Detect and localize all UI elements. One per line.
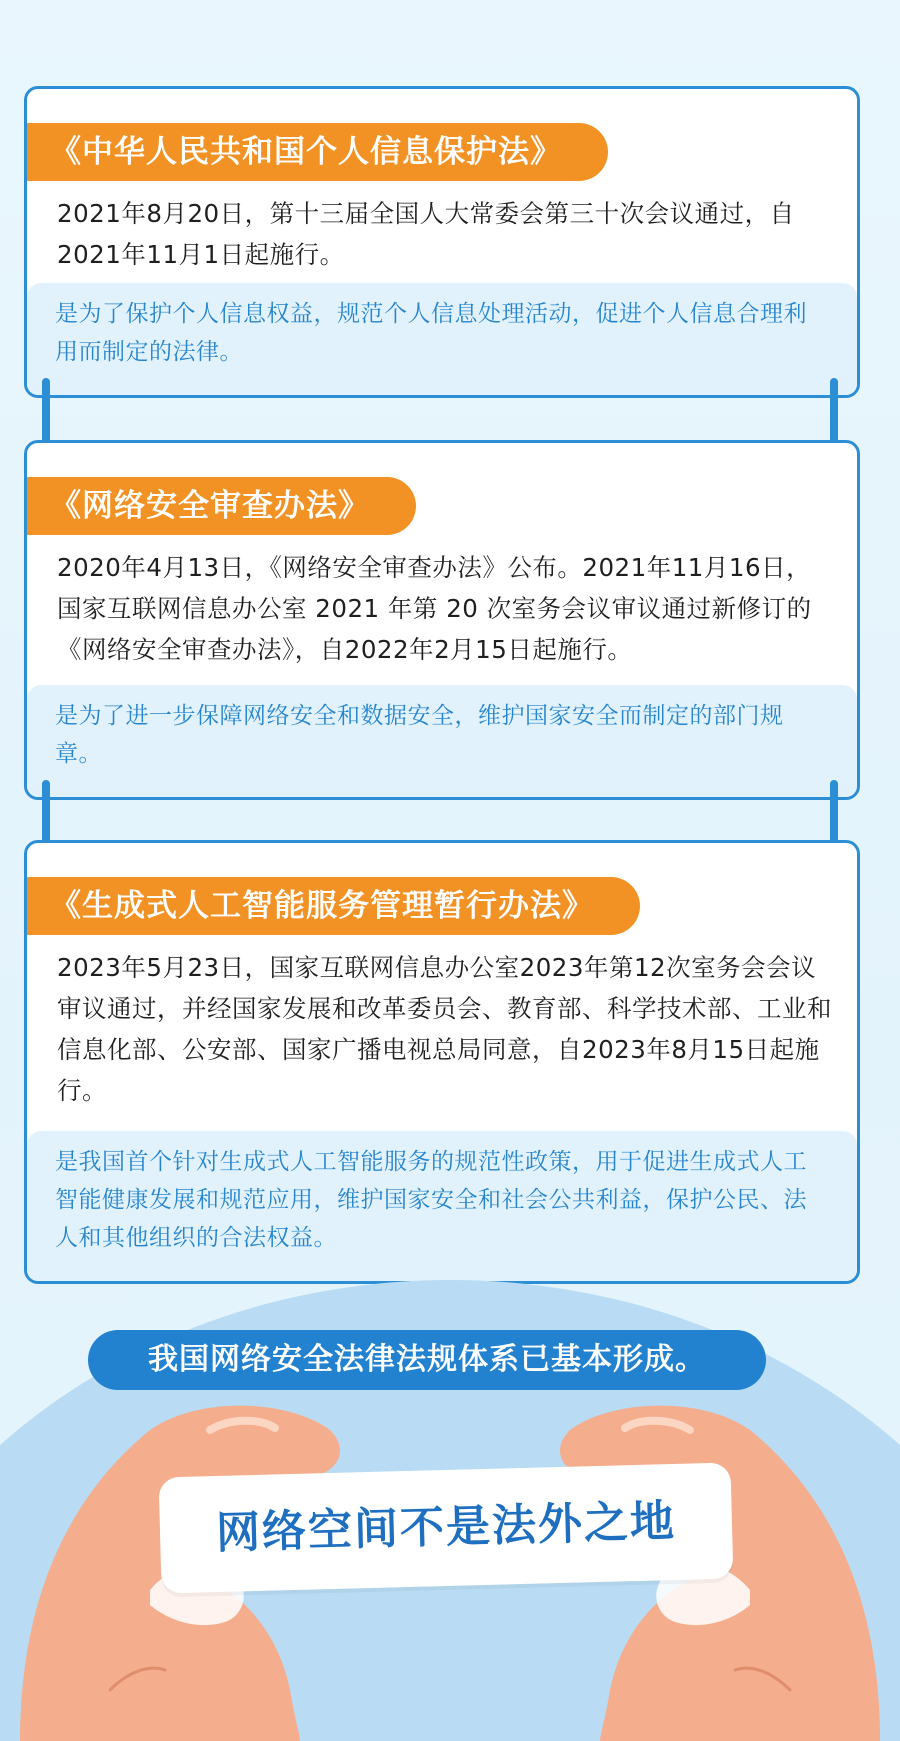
law-title: 《中华人民共和国个人信息保护法》 xyxy=(24,123,608,181)
slogan-text: 网络空间不是法外之地 xyxy=(215,1495,677,1560)
law-enactment-text: 2020年4月13日，《网络安全审查办法》公布。2021年11月16日，国家互联网信息办公室 2021 年第 20 次室务会议审议通过新修订的《网络安全审查办法》，自2022年2月15日起施行。 xyxy=(57,553,812,664)
slogan-card xyxy=(159,1463,734,1594)
law-enactment-text: 2023年5月23日，国家互联网信息办公室2023年第12次室务会会议审议通过，并经国家发展和改革委员会、教育部、科学技术部、工业和信息化部、公安部、国家广播电视总局同意，自2023年8月15日起施行。 xyxy=(57,953,832,1105)
law-purpose-text: 是为了保护个人信息权益，规范个人信息处理活动，促进个人信息合理利用而制定的法律。 xyxy=(27,283,857,395)
law-title: 《网络安全审查办法》 xyxy=(24,477,416,535)
law-title: 《生成式人工智能服务管理暂行办法》 xyxy=(24,877,640,935)
law-purpose-text: 是为了进一步保障网络安全和数据安全，维护国家安全而制定的部门规章。 xyxy=(27,685,857,797)
law-purpose-text: 是我国首个针对生成式人工智能服务的规范性政策，用于促进生成式人工智能健康发展和规范应用，维护国家安全和社会公共利益，保护公民、法人和其他组织的合法权益。 xyxy=(27,1131,857,1281)
law-card-generative-ai xyxy=(24,840,860,1284)
law-enactment-text: 2021年8月20日，第十三届全国人大常委会第三十次会议通过，自2021年11月1日起施行。 xyxy=(57,199,795,269)
law-card-cybersecurity-review xyxy=(24,440,860,800)
law-card-pipl xyxy=(24,86,860,398)
system-formed-banner: 我国网络安全法律法规体系已基本形成。 xyxy=(88,1330,766,1390)
